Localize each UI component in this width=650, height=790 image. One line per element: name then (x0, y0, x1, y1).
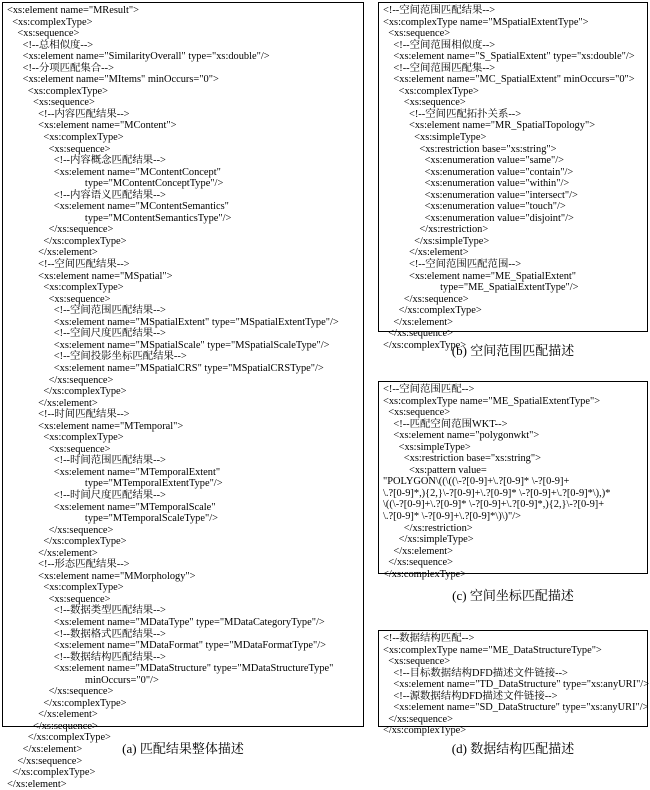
code-line: \.?[0-9]*,){2,}\-?[0-9]+\.?[0-9]* \-?[0-9]+\.?[0-9]*\),)* (383, 487, 611, 499)
code-line: <xs:element name="MContentConcept" (7, 166, 221, 178)
code-line: <xs:complexType name="MSpatialExtentType"> (383, 16, 589, 28)
code-line: <!--时间匹配结果--> (7, 409, 130, 421)
code-line: <xs:complexType> (7, 16, 93, 28)
code-line: <xs:complexType> (7, 85, 109, 97)
code-line: <xs:sequence> (7, 293, 111, 305)
code-line: <xs:complexType> (383, 85, 479, 97)
code-line: </xs:simpleType> (383, 534, 474, 546)
panel-b-caption: (b) 空间范围匹配描述 (451, 343, 575, 358)
code-line: <!--数据结构匹配结果--> (7, 651, 166, 663)
code-line: <xs:element name="SimilarityOverall" type="xs:double"/> (7, 51, 270, 63)
code-line: "POLYGON\((\((\-?[0-9]+\.?[0-9]* \-?[0-9]+ (383, 476, 570, 488)
code-line: </xs:sequence> (7, 524, 114, 536)
code-line: </xs:complexType> (7, 235, 127, 247)
panel-d-code-box (378, 630, 650, 737)
code-line: <xs:sequence> (383, 28, 451, 40)
code-line: </xs:element> (7, 547, 98, 559)
code-line: <xs:element name="MMorphology"> (7, 570, 196, 582)
code-line: <xs:enumeration value="within"/> (383, 178, 570, 190)
code-line: <!--空间范围匹配集--> (383, 62, 496, 74)
code-line: <xs:element name="MResult"> (7, 5, 139, 16)
code-line: <xs:restriction base="xs:string"> (383, 453, 541, 465)
code-line: <xs:element name="MTemporal"> (7, 420, 184, 432)
code-line: type="MContentConceptType"/> (7, 178, 224, 190)
code-line: <xs:element name="MSpatialScale" type="MSpatialScaleType"/> (7, 339, 330, 351)
code-line: <!--形态匹配结果--> (7, 559, 130, 571)
code-line: </xs:element> (7, 778, 67, 790)
code-line: </xs:element> (7, 709, 98, 721)
code-line: <xs:element name="MItems" minOccurs="0"> (7, 74, 219, 86)
code-line: <xs:element name="MSpatialExtent" type="MSpatialExtentType"/> (7, 316, 339, 328)
code-line: </xs:sequence> (7, 686, 114, 698)
code-line: <!--数据类型匹配结果--> (7, 605, 166, 617)
code-line: </xs:complexType> (383, 568, 467, 580)
code-line: </xs:complexType> (383, 339, 467, 351)
code-line: <!--空间范围匹配范围--> (383, 259, 522, 271)
code-line: <!--空间范围匹配结果--> (7, 305, 166, 317)
code-line: <xs:element name="MDataType" type="MDataCategoryType"/> (7, 616, 325, 628)
code-line: <xs:element name="MR_SpatialTopology"> (383, 120, 596, 132)
code-line: <!--内容语义匹配结果--> (7, 189, 166, 201)
code-line: <xs:element name="polygonwkt"> (383, 430, 540, 442)
code-line: type="MTemporalExtentType"/> (7, 478, 223, 490)
code-line: </xs:complexType> (7, 536, 127, 548)
code-line: </xs:sequence> (383, 293, 469, 305)
code-line: <!--数据结构匹配--> (383, 633, 475, 644)
code-line: <xs:element name="MDataStructure" type="MDataStructureType" (7, 663, 334, 675)
code-line: <xs:element name="MTemporalExtent" (7, 466, 221, 478)
code-line: </xs:element> (383, 247, 469, 259)
code-line: </xs:element> (7, 247, 98, 259)
code-line: <xs:pattern value= (383, 464, 487, 476)
code-line: <xs:sequence> (383, 656, 451, 668)
code-line: \.?[0-9]* \-?[0-9]+\.?[0-9]*\)\)"/> (383, 511, 521, 523)
code-line: <!--目标数据结构DFD描述文件链接--> (383, 667, 568, 679)
code-line: <xs:enumeration value="contain"/> (383, 166, 574, 178)
code-line: <xs:complexType name="ME_SpatialExtentType"> (383, 395, 601, 407)
code-line: <!--时间尺度匹配结果--> (7, 489, 166, 501)
code-line: <!--空间范围匹配结果--> (383, 5, 496, 16)
code-line: <xs:complexType> (7, 432, 124, 444)
panel-c-code-box (378, 381, 648, 580)
code-line: </xs:complexType> (383, 305, 482, 317)
code-line: <!--内容匹配结果--> (7, 108, 130, 120)
code-line: </xs:complexType> (383, 725, 467, 737)
code-line: </xs:sequence> (7, 720, 98, 732)
code-line: <xs:element name="MContent"> (7, 120, 177, 132)
code-line: <!--空间匹配结果--> (7, 259, 130, 271)
panel-c-caption: (c) 空间坐标匹配描述 (452, 588, 574, 603)
code-line: \((\-?[0-9]+\.?[0-9]* \-?[0-9]+\.?[0-9]*,){2,}\-?[0-9]+ (383, 499, 605, 511)
code-line: minOccurs="0"/> (7, 674, 159, 686)
code-line: <xs:sequence> (7, 97, 95, 109)
code-line: </xs:restriction> (383, 224, 489, 236)
code-line: type="MContentSemanticsType"/> (7, 212, 232, 224)
code-line: </xs:sequence> (7, 755, 83, 767)
code-line: <xs:sequence> (383, 407, 451, 419)
code-line: <xs:element name="TD_DataStructure" type="xs:anyURI"/> (383, 679, 650, 691)
code-line: </xs:restriction> (383, 522, 473, 534)
code-line: <xs:sequence> (7, 28, 80, 40)
panel-a-code (7, 5, 339, 790)
code-line: <xs:element name="MDataFormat" type="MDataFormatType"/> (7, 640, 327, 652)
code-line: type="ME_SpatialExtentType"/> (383, 282, 579, 294)
code-line: <!--空间范围相似度--> (383, 39, 496, 51)
code-line: </xs:element> (7, 744, 83, 755)
code-line: </xs:complexType> (7, 732, 111, 744)
code-line: </xs:sequence> (383, 557, 454, 569)
code-line: <xs:element name="MSpatial"> (7, 270, 173, 282)
code-line: <xs:sequence> (7, 143, 111, 155)
code-line: <!--分项匹配集合--> (7, 62, 114, 74)
code-line: <!--空间范围匹配--> (383, 384, 475, 395)
code-line: <xs:enumeration value="intersect"/> (383, 189, 578, 201)
code-line: <!--空间投影坐标匹配结果--> (7, 351, 187, 363)
code-line: <xs:element name="MSpatialCRS" type="MSpatialCRSType"/> (7, 362, 324, 374)
code-line: <xs:element name="MC_SpatialExtent" minOccurs="0"> (383, 74, 635, 86)
code-line: </xs:simpleType> (383, 235, 490, 247)
code-line: <xs:element name="MTemporalScale" (7, 501, 216, 513)
code-line: <!--时间范围匹配结果--> (7, 455, 166, 467)
code-line: <!--总相似度--> (7, 39, 94, 51)
panel-d-caption: (d) 数据结构匹配描述 (451, 741, 575, 756)
code-line: <xs:complexType> (7, 582, 124, 594)
code-line: <xs:enumeration value="same"/> (383, 155, 565, 167)
code-line: </xs:complexType> (7, 386, 127, 398)
code-line: <xs:enumeration value="disjoint"/> (383, 212, 574, 224)
code-line: <xs:complexType> (7, 132, 124, 144)
code-line: </xs:sequence> (383, 713, 454, 725)
code-line: </xs:element> (383, 545, 454, 557)
panel-d-code (383, 633, 649, 737)
code-line: <xs:simpleType> (383, 441, 471, 453)
code-line: <xs:sequence> (383, 97, 466, 109)
code-line: </xs:sequence> (7, 224, 114, 236)
panel-c-code (383, 384, 610, 580)
code-line: <!--源数据结构DFD描述文件链接--> (383, 690, 558, 702)
code-line: </xs:complexType> (7, 697, 127, 709)
code-line: <xs:element name="SD_DataStructure" type="xs:anyURI"/> (383, 702, 649, 714)
code-line: </xs:sequence> (383, 328, 454, 340)
code-line: <xs:complexType> (7, 282, 124, 294)
code-line: <xs:sequence> (7, 593, 111, 605)
code-line: <xs:element name="S_SpatialExtent" type="xs:double"/> (383, 51, 635, 63)
code-line: <xs:element name="MContentSemantics" (7, 201, 229, 213)
code-line: <xs:enumeration value="touch"/> (383, 201, 566, 213)
code-line: </xs:complexType> (7, 767, 96, 779)
code-line: <xs:simpleType> (383, 132, 487, 144)
code-line: <!--内容概念匹配结果--> (7, 155, 166, 167)
code-line: <!--空间匹配拓扑关系--> (383, 108, 522, 120)
code-line: <xs:complexType name="ME_DataStructureType"> (383, 644, 602, 656)
code-line: </xs:element> (7, 397, 98, 409)
code-line: <xs:restriction base="xs:string"> (383, 143, 557, 155)
code-line: <!--匹配空间范围WKT--> (383, 418, 508, 430)
code-line: <!--空间尺度匹配结果--> (7, 328, 166, 340)
code-line: <xs:sequence> (7, 443, 111, 455)
code-line: type="MTemporalScaleType"/> (7, 513, 218, 525)
panel-b-code (383, 5, 635, 351)
code-line: <xs:element name="ME_SpatialExtent" (383, 270, 577, 282)
code-line: </xs:element> (383, 316, 454, 328)
code-line: </xs:sequence> (7, 374, 114, 386)
panel-a-caption: (a) 匹配结果整体描述 (122, 741, 244, 756)
code-line: <!--数据格式匹配结果--> (7, 628, 166, 640)
